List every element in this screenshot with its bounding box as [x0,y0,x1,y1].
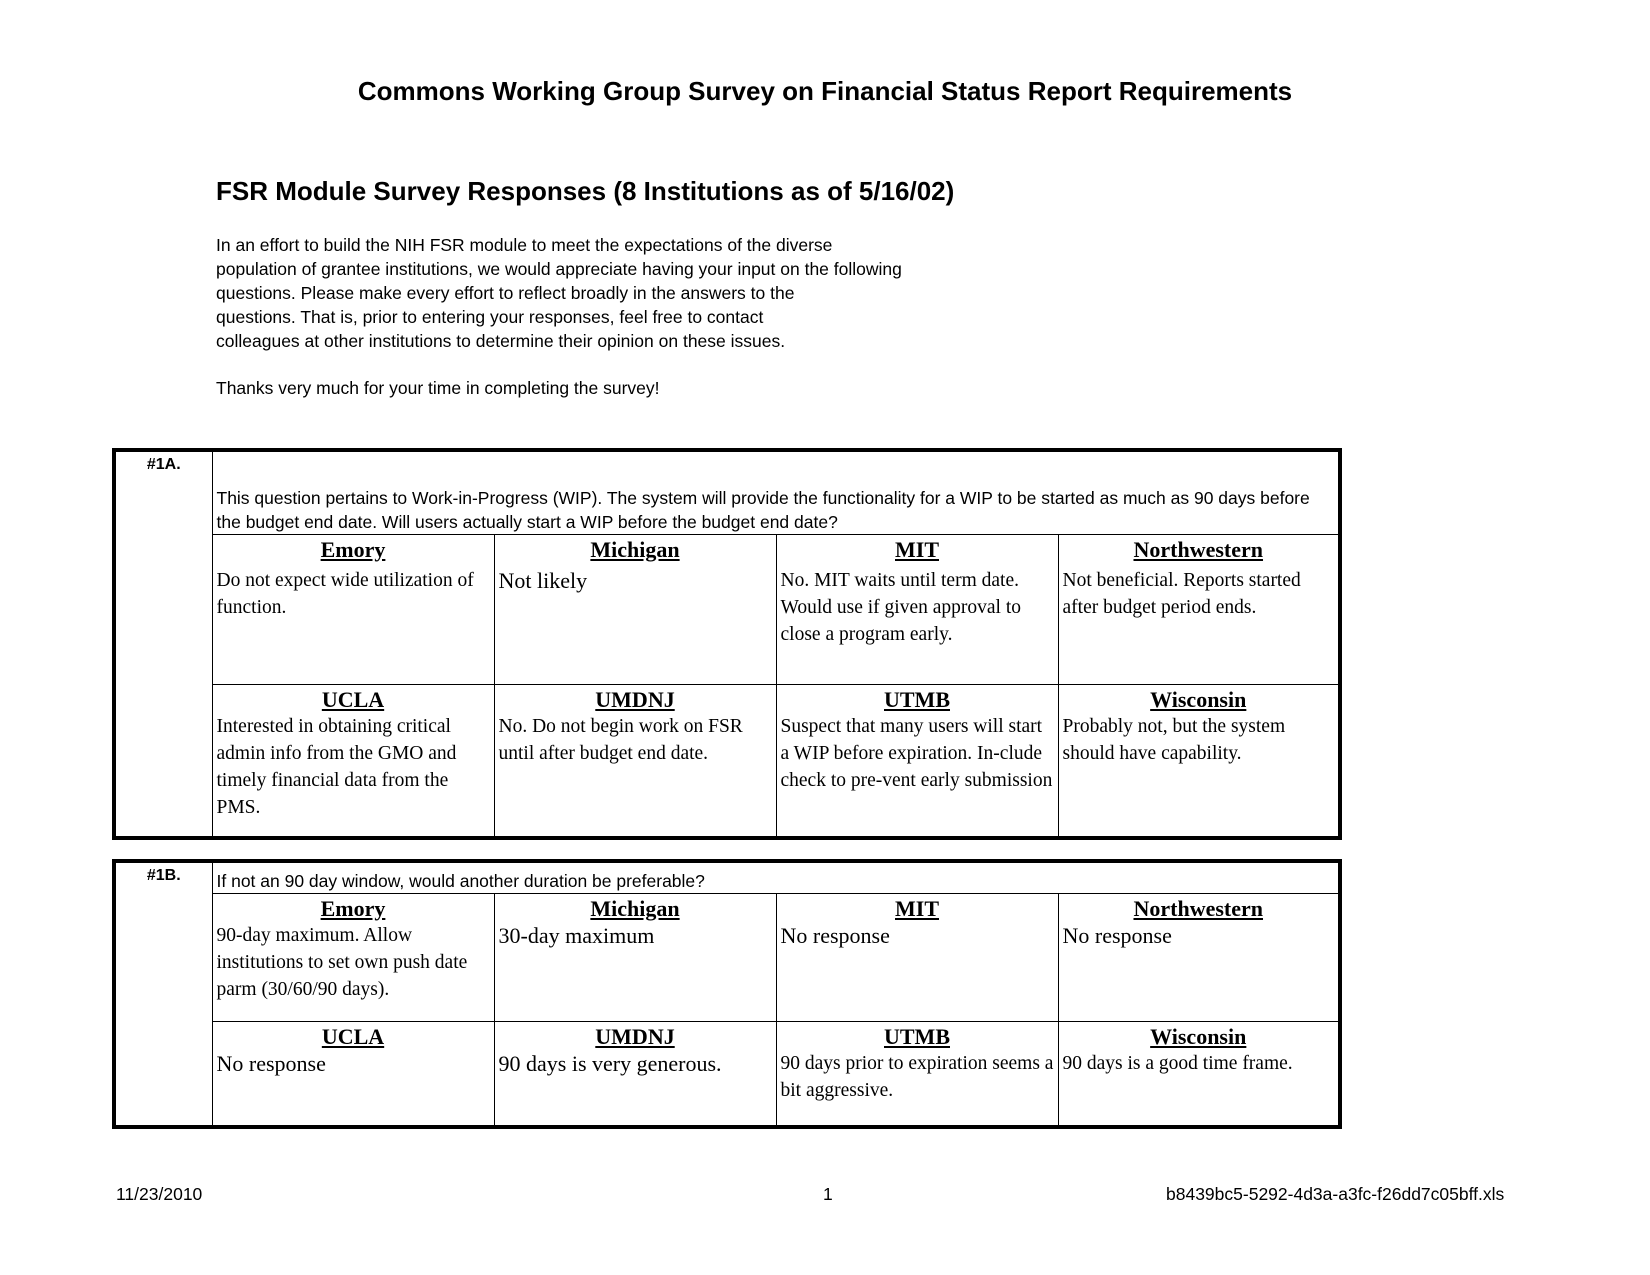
institution-name: MIT [895,536,939,562]
institution-name: UCLA [321,1023,385,1049]
page-number: 1 [823,1184,833,1204]
institution-name: UTMB [884,1023,950,1049]
question-number: #1A. [114,450,212,838]
response-text: Interested in obtaining critical admin info from the GMO and timely financial data from the PMS. [216,715,457,818]
response-cell [776,893,1058,1021]
response-cell [494,684,776,838]
institution-name: Northwestern [1133,536,1264,562]
question-text: This question pertains to Work-in-Progress (WIP). The system will provide the functionality for a WIP to be started as much as 90 days before the budget end date. Will users actually start a WIP before the budget end date? [212,450,1340,534]
response-cell [1058,684,1340,838]
response-text: 90 days is very generous. [498,1050,722,1076]
institution-name: Michigan [590,895,680,921]
intro-line: questions. Please make every effort to reflect broadly in the answers to the [216,283,795,303]
response-text: No response [780,922,890,948]
response-text: No. Do not begin work on FSR until after budget end date. [498,715,743,764]
institution-name: UMDNJ [595,686,675,712]
institution-name: Wisconsin [1150,1023,1247,1049]
intro-line: population of grantee institutions, we would appreciate having your input on the following [216,259,902,279]
institution-name: MIT [895,895,939,921]
response-text: Not beneficial. Reports started after budget period ends. [1062,569,1301,618]
institution-name: UTMB [884,686,950,712]
institution-name: Emory [320,536,386,562]
response-text: Suspect that many users will start a WIP before expiration. In-clude check to pre-vent early submission [780,715,1053,791]
footer-date: 11/23/2010 [116,1184,203,1204]
response-cell [776,684,1058,838]
institution-name: Emory [320,895,386,921]
response-cell [1058,893,1340,1021]
institution-name: Northwestern [1133,895,1264,921]
response-cell [494,534,776,684]
response-cell [212,684,494,838]
response-text: 30-day maximum [498,922,655,948]
response-text: Do not expect wide utilization of function. [216,569,474,618]
intro-line: questions. That is, prior to entering your responses, feel free to contact [216,307,764,327]
response-cell [212,1021,494,1127]
response-cell [776,1021,1058,1127]
response-text: Probably not, but the system should have capability. [1062,715,1286,764]
institution-name: UCLA [321,686,385,712]
thanks-note: Thanks very much for your time in completing the survey! [216,378,660,398]
response-cell [1058,534,1340,684]
response-text: No response [1062,922,1172,948]
institution-name: UMDNJ [595,1023,675,1049]
response-cell [776,534,1058,684]
response-text: 90 days is a good time frame. [1062,1052,1293,1074]
intro-line: colleagues at other institutions to determine their opinion on these issues. [216,331,786,351]
response-text: No. MIT waits until term date. Would use if given approval to close a program early. [780,569,1022,645]
response-cell [212,893,494,1021]
response-cell [1058,1021,1340,1127]
response-text: Not likely [498,567,588,593]
response-cell [212,534,494,684]
response-text: 90 days prior to expiration seems a bit aggressive. [780,1052,1054,1101]
intro-paragraph [216,233,1016,353]
question-1b-table [112,859,1342,1129]
document-title: Commons Working Group Survey on Financial Status Report Requirements [357,76,1293,106]
intro-line: In an effort to build the NIH FSR module to meet the expectations of the diverse [216,235,833,255]
question-text: If not an 90 day window, would another duration be preferable? [212,861,1340,893]
survey-subtitle: FSR Module Survey Responses (8 Institutions as of 5/16/02) [216,176,955,206]
response-cell [494,1021,776,1127]
response-cell [494,893,776,1021]
response-text: No response [216,1050,326,1076]
question-number: #1B. [114,861,212,1127]
question-1a-table [112,448,1342,840]
footer-filename: b8439bc5-5292-4d3a-a3fc-f26dd7c05bff.xls [1166,1184,1505,1204]
institution-name: Wisconsin [1150,686,1247,712]
response-text: 90-day maximum. Allow institutions to set own push date parm (30/60/90 days). [216,924,468,1000]
institution-name: Michigan [590,536,680,562]
